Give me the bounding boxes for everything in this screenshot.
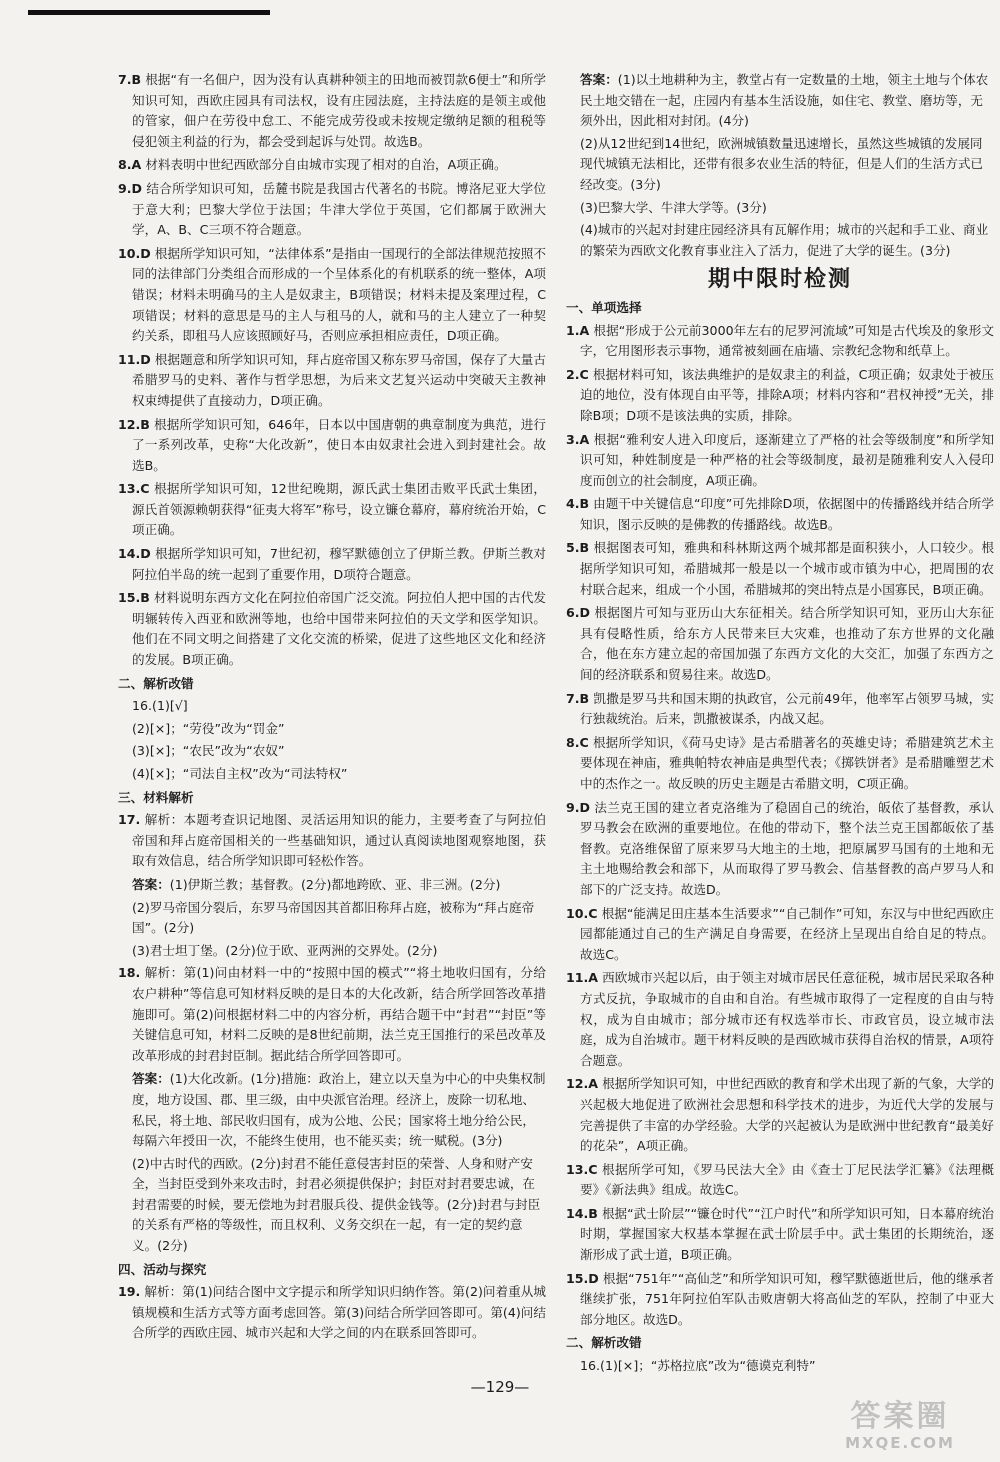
section-title: 二、解析改错 <box>118 675 194 691</box>
item-text: 西欧城市兴起以后，由于领主对城市居民任意征税，城市居民采取各种方式反抗，争取城市的自由和自治。有些城市取得了一定程度的自由与特权，成为自由城市；部分城市还有权选举市长、市政官员，设立城市法庭，成为自治城市。题干材料反映的是西欧城市获得自治权的情景，A项符合题意。 <box>580 970 994 1068</box>
answer-item <box>566 603 994 685</box>
item-number: 17. <box>118 812 141 828</box>
right-column-top <box>566 70 994 261</box>
answer-item <box>566 798 994 901</box>
item-text: 根据“武士阶层”“镰仓时代”“江户时代”和所学知识可知，日本幕府统治时期，掌握国家大权基本掌握在武士阶层手中。武士集团的长期统治，逐渐形成了武士道，B项正确。 <box>580 1205 994 1263</box>
item-number: 10.C <box>566 905 598 921</box>
answer-item <box>118 810 546 872</box>
item-text: 凯撒是罗马共和国末期的执政官，公元前49年，他率军占领罗马城，实行独裁统治。后来，凯撒被谋杀，内战又起。 <box>580 690 994 727</box>
answer-item <box>566 1074 994 1156</box>
item-text: 解析：本题考查识记地图、灵活运用知识的能力，主要考查了与阿拉伯帝国和拜占庭帝国相关的一些基础知识，通过认真阅读地图观察地图，获取有效信息，结合所学知识即可轻松作答。 <box>132 812 546 869</box>
answer-label: 答案： <box>132 1071 170 1087</box>
item-text: 根据所学知识可知，中世纪西欧的教育和学术出现了新的气象，大学的兴起极大地促进了欧洲社会思想和科学技术的进步，为近代大学的发展与完善提供了丰富的办学经验。大学的兴起被认为是欧洲中世纪教育“最美好的花朵”，A项正确。 <box>580 1076 994 1154</box>
right-column <box>566 70 994 1379</box>
answer-item <box>118 244 546 347</box>
left-column <box>118 70 546 1347</box>
item-text: 根据“能满足田庄基本生活要求”“自己制作”可知，东汉与中世纪西欧庄园都能通过自己的生产满足自身需要，在经济上呈现出自给自足的特点。故选C。 <box>580 905 994 962</box>
answer-item <box>566 430 994 492</box>
item-text: 根据所学知识可知，646年，日本以中国唐朝的典章制度为典范，进行了一系列改革，史称“大化改新”，使日本由奴隶社会进入到封建社会。故选B。 <box>132 416 546 473</box>
sub-line: (3)[×]；“农民”改为“农奴” <box>132 743 285 759</box>
item-number: 9.D <box>118 180 143 196</box>
answer-item <box>118 479 546 541</box>
item-number: 11.A <box>566 970 599 986</box>
answer-item <box>566 733 994 795</box>
sub-line: 16.(1)[√] <box>132 698 188 714</box>
answer-item <box>566 321 994 362</box>
item-number: 6.D <box>566 605 591 621</box>
item-text: 结合所学知识可知，岳麓书院是我国古代著名的书院。博洛尼亚大学位于意大利；巴黎大学位于法国；牛津大学位于英国，它们都属于欧洲大学，A、B、C三项不符合题意。 <box>132 180 546 238</box>
answer-label: 答案： <box>580 72 618 87</box>
item-number: 8.A <box>118 157 142 173</box>
section-title: 一、单项选择 <box>566 299 642 315</box>
item-number: 14.D <box>118 546 151 562</box>
item-number: 14.B <box>566 1205 598 1221</box>
item-number: 15.D <box>566 1270 599 1286</box>
item-number: 7.B <box>566 690 590 706</box>
item-text: 根据所学知识可知，7世纪初，穆罕默德创立了伊斯兰教。伊斯兰教对阿拉伯半岛的统一起到了重要作用，D项符合题意。 <box>132 546 546 582</box>
answer-item <box>566 1204 994 1266</box>
sub-line: (2)罗马帝国分裂后，东罗马帝国因其首都旧称拜占庭，被称为“拜占庭帝国”。(2分) <box>132 899 535 936</box>
answer-block <box>566 70 994 132</box>
sub-line: (3)巴黎大学、牛津大学等。(3分) <box>580 199 767 215</box>
item-text: 根据所学知识可知，“法律体系”是指由一国现行的全部法律规范按照不同的法律部门分类组合而形成的一个呈体系化的有机联系的统一整体，A项错误；材料未明确马的主人是奴隶主，B项错误；材料未提及案理过程，C项错误；材料的意思是马的主人与租马的人，就和马的主人建立了一种契约关系，即租马人应该照顾好马，否则应承担相应责任，D项正确。 <box>132 245 546 344</box>
answer-item <box>118 963 546 1066</box>
answer-text: (1)大化改新。(1分)措施：政治上，建立以天皇为中心的中央集权制度，地方设国、郡、里三级，由中央派官治理。经济上，废除一切私地、私民，将土地、部民收归国有，成为公地、公民；国家将土地分给公民，每隔六年授田一次，不能终生使用，也不能买卖；统一赋税。(3分) <box>132 1071 546 1149</box>
item-number: 19. <box>118 1284 141 1300</box>
watermark-logo <box>810 1400 990 1460</box>
answer-label: 答案： <box>132 876 170 892</box>
answer-item <box>566 904 994 966</box>
section-title: 四、活动与探究 <box>118 1261 207 1277</box>
answer-item <box>566 1269 994 1331</box>
answer-item <box>118 1282 546 1344</box>
item-text: 根据“雅利安人进入印度后，逐渐建立了严格的社会等级制度”和所学知识可知，种姓制度是一种严格的社会等级制度，最初是随雅利安人入侵印度而创立的社会制度，A项正确。 <box>580 431 994 488</box>
item-text: 根据材料可知，该法典维护的是奴隶主的利益，C项正确；奴隶处于被压迫的地位，没有体现自由平等，排除A项；材料内容和“君权神授”无关，排除B项；D项不是该法典的实质，排除。 <box>580 366 994 423</box>
item-number: 1.A <box>566 322 590 338</box>
answer-item <box>118 544 546 585</box>
answer-block <box>118 875 546 896</box>
section-title: 三、材料解析 <box>118 789 194 805</box>
item-number: 12.A <box>566 1076 599 1092</box>
watermark-logo-text: 答案圈 <box>850 1399 950 1434</box>
section-heading: 期中限时检测 <box>707 266 852 293</box>
answer-item <box>566 494 994 535</box>
item-text: 材料说明东西方文化在阿拉伯帝国广泛交流。阿拉伯人把中国的古代发明辗转传入西亚和欧洲等地，也给中国带来阿拉伯的天文学和医学知识。他们在不同文明之间搭建了文化交流的桥梁，促进了这些地区文化和经济的发展。B项正确。 <box>132 590 546 668</box>
sub-line: (3)君士坦丁堡。(2分)位于欧、亚两洲的交界处。(2分) <box>132 942 438 958</box>
section-title: 二、解析改错 <box>566 1335 642 1351</box>
item-text: 根据题意和所学知识可知，拜占庭帝国又称东罗马帝国，保存了大量古希腊罗马的史料、著作与哲学思想，为后来文艺复兴运动中突破天主教神权束缚提供了直接动力，D项正确。 <box>132 351 546 408</box>
answer-item <box>118 350 546 412</box>
sub-line: 16.(1)[×]；“苏格拉底”改为“德谟克利特” <box>580 1358 816 1374</box>
item-number: 18. <box>118 965 141 981</box>
answer-item <box>118 588 546 670</box>
answer-text: (1)以土地耕种为主，教堂占有一定数量的土地，领主土地与个体农民土地交错在一起，庄园内有基本生活设施，如住宅、教堂、磨坊等，无须外出，因此相对封闭。(4分) <box>580 72 989 129</box>
item-text: 解析：第(1)问由材料一中的“按照中国的模式”“将土地收归国有，分给农户耕种”等信息可知材料反映的是日本的大化改新，结合所学回答改革措施即可。第(2)问根据材料二中的内容分析，再结合题干中“封君”“封臣”等关键信息可知，材料二反映的是8世纪前期，法兰克王国推行的采邑改革及改革形成的封君封臣制。据此结合所学回答即可。 <box>132 965 546 1063</box>
item-number: 5.B <box>566 540 590 556</box>
answer-block <box>118 1069 546 1151</box>
item-number: 4.B <box>566 496 590 512</box>
item-text: 根据所学知识，《荷马史诗》是古希腊著名的英雄史诗；希腊建筑艺术主要体现在神庙，雅典帕特农神庙是典型代表；《掷铁饼者》是希腊雕塑艺术中的杰作之一。故反映的历史主题是古希腊文明，C项正确。 <box>580 734 994 791</box>
answer-item <box>118 179 546 241</box>
sub-line: (2)从12世纪到14世纪，欧洲城镇数量迅速增长，虽然这些城镇的发展同现代城镇无法相比，还带有很多农业生活的特征，但是人们的生活方式已经改变。(3分) <box>580 135 983 192</box>
sub-line: (4)城市的兴起对封建庄园经济具有瓦解作用；城市的兴起和手工业、商业的繁荣为西欧文化教育事业注入了活力，促进了大学的诞生。(3分) <box>580 222 989 258</box>
answer-item <box>566 1160 994 1201</box>
sub-line: (2)中古时代的西欧。(2分)封君不能任意侵害封臣的荣誉、人身和财产安全，当封臣受到外来攻击时，封君必须提供保护；封臣对封君要忠诚，在封君需要的时候，要无偿地为封君服兵役、提供金钱等。(2分)封君与封臣的关系有严格的等级性，而且权利、义务交织在一起，有一定的契约意义。(2分) <box>132 1155 541 1254</box>
answer-text: (1)伊斯兰教；基督教。(2分)都地跨欧、亚、非三洲。(2分) <box>169 876 501 892</box>
item-number: 13.C <box>118 481 150 497</box>
item-text: 材料表明中世纪西欧部分自由城市实现了相对的自治，A项正确。 <box>145 157 507 173</box>
item-text: 根据“形成于公元前3000年左右的尼罗河流域”可知是古代埃及的象形文字，它用图形表示事物，通常被刻画在庙墙、宗教纪念物和纸草上。 <box>580 322 994 359</box>
item-text: 法兰克王国的建立者克洛维为了稳固自己的统治，皈依了基督教，承认罗马教会在欧洲的重要地位。在他的带动下，整个法兰克王国都皈依了基督教。克洛维保留了原来罗马大地主的土地，把原属罗马国有的土地和无主土地赐给教会和部下，从而取得了罗马教会、信基督教的高卢罗马人和部下的广泛支持。故选D。 <box>580 799 994 897</box>
answer-item <box>566 538 994 600</box>
item-number: 7.B <box>118 72 142 87</box>
answer-item <box>118 155 546 176</box>
item-number: 8.C <box>566 734 589 750</box>
page-number: —129— <box>470 1378 530 1396</box>
item-number: 2.C <box>566 366 589 382</box>
item-text: 根据“有一名佃户，因为没有认真耕种领主的田地而被罚款6便士”和所学知识可知，西欧庄园具有司法权，设有庄园法庭，主持法庭的是领主或他的管家，佃户在劳役中怠工、不能完成劳役或未按规定缴纳足额的租税等侵犯领主利益的行为，都会受到起诉与处罚。故选B。 <box>132 72 546 149</box>
sub-line: (2)[×]；“劳役”改为“罚金” <box>132 720 285 736</box>
top-rule <box>28 10 270 15</box>
item-number: 3.A <box>566 431 590 447</box>
item-text: 根据“751年”“高仙芝”和所学知识可知，穆罕默德逝世后，他的继承者继续扩张，751年阿拉伯军队击败唐朝大将高仙芝的军队，控制了中亚大部分地区。故选D。 <box>580 1270 994 1327</box>
answer-item <box>118 415 546 477</box>
item-number: 9.D <box>566 799 591 815</box>
item-text: 根据所学可知，《罗马民法大全》由《查士丁尼民法学汇纂》《法理概要》《新法典》组成。故选C。 <box>580 1161 994 1198</box>
answer-item <box>566 365 994 427</box>
item-number: 15.B <box>118 590 150 606</box>
item-number: 11.D <box>118 351 151 367</box>
watermark-url: MXQE.COM <box>845 1434 955 1452</box>
item-text: 根据图片可知与亚历山大东征相关。结合所学知识可知，亚历山大东征具有侵略性质，给东方人民带来巨大灾难，也推动了东方世界的文化融合，他在东方建立起的帝国加强了东西方文化的大交汇，加强了东西方之间的经济联系和贸易往来。故选D。 <box>580 605 994 683</box>
item-text: 由题干中关键信息“印度”可先排除D项，依据图中的传播路线并结合所学知识，图示反映的是佛教的传播路线。故选B。 <box>580 496 994 532</box>
item-text: 根据图表可知，雅典和科林斯这两个城邦都是面积狭小，人口较少。根据所学知识可知，希腊城邦一般是以一个城市或市镇为中心，把周围的农村联合起来，组成一个小国，希腊城邦的突出特点是小国寡民，B项正确。 <box>580 540 994 597</box>
item-number: 13.C <box>566 1161 598 1177</box>
answer-item <box>566 968 994 1071</box>
item-number: 12.B <box>118 416 150 432</box>
answer-item <box>118 70 546 152</box>
item-number: 10.D <box>118 245 151 261</box>
right-column-bottom <box>566 298 994 1377</box>
sub-line: (4)[×]；“司法自主权”改为“司法特权” <box>132 766 348 781</box>
item-text: 根据所学知识可知，12世纪晚期，源氏武士集团击败平氏武士集团，源氏首领源赖朝获得“征夷大将军”称号，设立镰仓幕府，幕府统治开始，C项正确。 <box>132 481 546 538</box>
answer-item <box>566 689 994 730</box>
item-text: 解析：第(1)问结合图中文字提示和所学知识归纳作答。第(2)问着重从城镇规模和生活方式等方面考虑回答。第(3)问结合所学回答即可。第(4)问结合所学的西欧庄园、城市兴起和大学之间的内在联系回答即可。 <box>132 1284 546 1341</box>
